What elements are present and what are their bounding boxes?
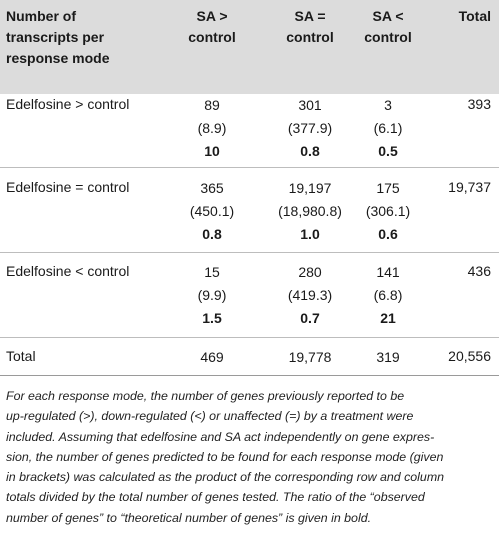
header-line: control [364,29,412,45]
col-header-sa-greater [164,6,260,48]
ratio-value: 0.8 [202,226,222,242]
ratio-value: 0.7 [300,310,320,326]
footnote-line: included. Assuming that edelfosine and SA act independently on gene expres- [6,429,435,444]
observed-value: 141 [376,264,400,280]
row-divider [0,252,499,253]
observed-value: 89 [204,97,220,113]
totals-row-label: Total [6,348,36,364]
row-total: 436 [467,263,491,279]
observed-value: 280 [298,264,322,280]
expected-value: (450.1) [189,203,235,219]
footnote-line: For each response mode, the number of genes previously reported to be [6,389,405,403]
footnote-line: sion, the number of genes predicted to be found for each response mode (given [6,449,444,464]
ratio-value: 0.6 [378,226,398,242]
observed-value: 365 [200,180,224,196]
table-footnote [6,386,494,528]
footnote-line: up-regulated (>), down-regulated (<) or unaffected (=) by a treatment were [6,409,414,424]
column-total: 319 [376,349,400,365]
col-header-sa-less [340,6,436,48]
ratio-value: 0.8 [300,143,320,159]
row-divider [0,167,499,168]
row-label: Edelfosine < control [6,263,130,279]
header-line: SA < [372,8,404,24]
row-label: Edelfosine > control [6,96,130,112]
observed-value: 301 [298,97,322,113]
expected-value: (6.1) [373,120,403,136]
expected-value: (18,980.8) [278,203,342,219]
header-line: response mode [6,50,110,66]
ratio-value: 21 [380,310,396,326]
table-bottom-rule [0,375,499,376]
observed-value: 15 [204,264,220,280]
row-divider [0,337,499,338]
expected-value: (9.9) [197,287,227,303]
footnote-line: totals divided by the total number of genes tested. The ratio of the “observed [6,490,425,505]
expected-value: (377.9) [287,120,333,136]
header-line: control [188,29,236,45]
row-label-header [6,6,109,69]
header-line: SA = [294,8,326,24]
row-total: 19,737 [448,179,491,195]
column-total: 469 [200,349,224,365]
header-line: transcripts per [6,29,105,45]
table-header [0,0,499,94]
header-line: Number of [6,8,76,24]
header-line: control [286,29,334,45]
observed-value: 175 [376,180,400,196]
expected-value: (6.8) [373,287,403,303]
col-header-total: Total [458,8,491,24]
ratio-value: 1.5 [202,310,222,326]
expected-value: (8.9) [197,120,227,136]
expected-value: (306.1) [365,203,411,219]
ratio-value: 10 [204,143,220,159]
grand-total: 20,556 [448,348,491,364]
footnote-line: number of genes” to “theoretical number of genes” is given in bold. [6,510,372,525]
observed-value: 19,197 [288,180,332,196]
expected-value: (419.3) [287,287,333,303]
observed-value: 3 [384,97,392,113]
column-total: 19,778 [288,349,332,365]
row-total: 393 [467,96,491,112]
header-line: SA > [196,8,228,24]
ratio-value: 1.0 [300,226,320,242]
ratio-value: 0.5 [378,143,398,159]
row-label: Edelfosine = control [6,179,130,195]
footnote-line: in brackets) was calculated as the product of the corresponding row and column [6,470,445,485]
